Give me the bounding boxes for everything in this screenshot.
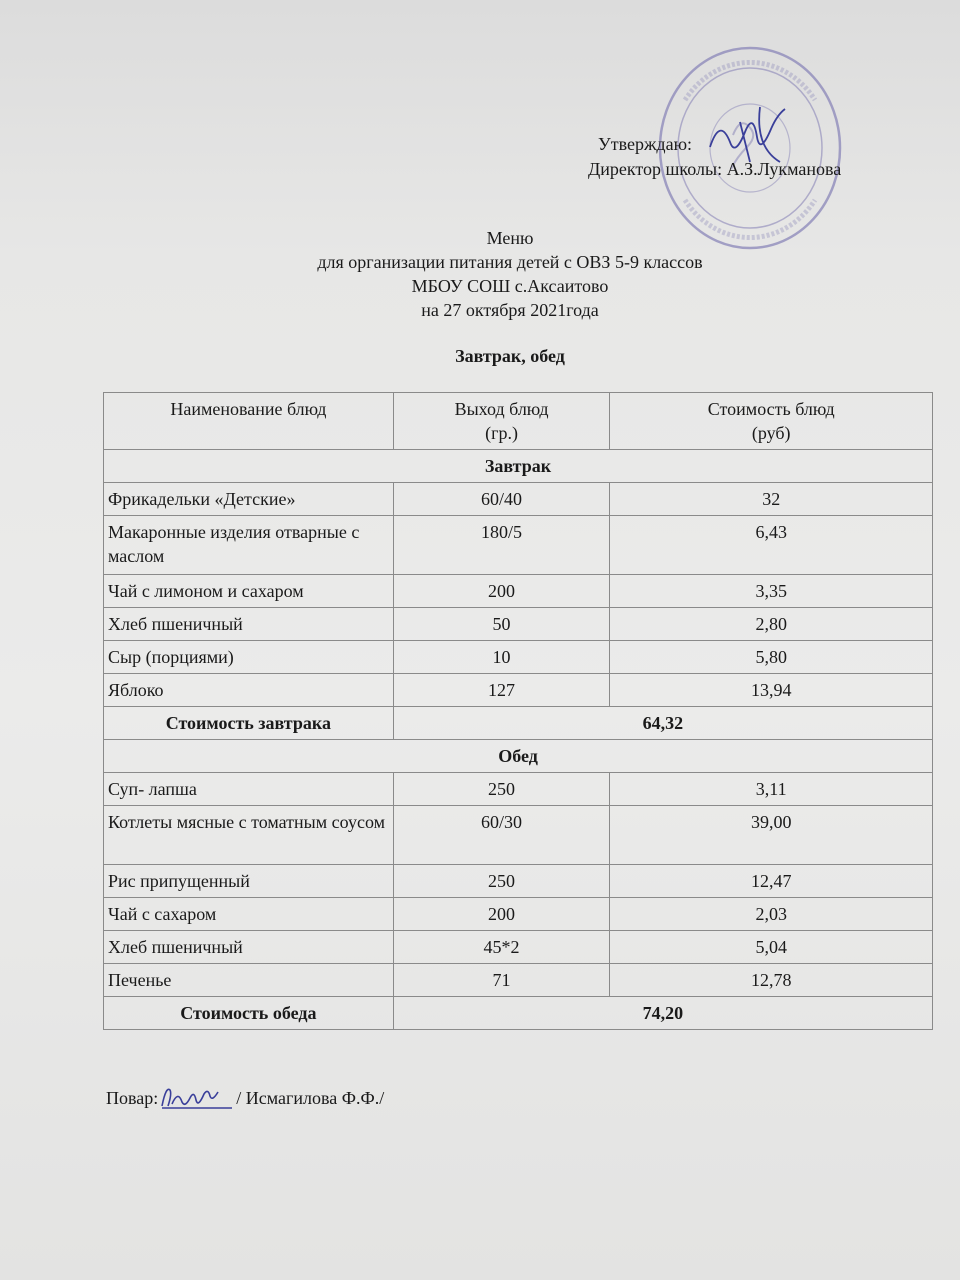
dish-weight: 180/5 bbox=[393, 516, 610, 575]
dish-name: Хлеб пшеничный bbox=[104, 931, 394, 964]
dish-cost: 6,43 bbox=[610, 516, 933, 575]
section-label-breakfast: Завтрак bbox=[104, 450, 933, 483]
dish-weight: 10 bbox=[393, 641, 610, 674]
header-dish-name: Наименование блюд bbox=[104, 393, 394, 450]
dish-name: Яблоко bbox=[104, 674, 394, 707]
approval-director: Директор школы: А.З.Лукманова bbox=[588, 159, 842, 179]
dish-cost: 5,04 bbox=[610, 931, 933, 964]
document-heading bbox=[200, 226, 820, 322]
dish-weight: 127 bbox=[393, 674, 610, 707]
breakfast-total-value: 64,32 bbox=[393, 707, 932, 740]
heading-title: Меню bbox=[486, 228, 534, 248]
table-row bbox=[104, 898, 933, 931]
table-row bbox=[104, 806, 933, 865]
table-row bbox=[104, 608, 933, 641]
meals-subtitle: Завтрак, обед bbox=[455, 346, 565, 366]
table-row bbox=[104, 641, 933, 674]
dish-name: Макаронные изделия отварные с маслом bbox=[104, 516, 394, 575]
approval-block bbox=[588, 132, 918, 182]
dish-name: Хлеб пшеничный bbox=[104, 608, 394, 641]
cook-label: Повар: bbox=[106, 1088, 159, 1108]
dish-cost: 12,78 bbox=[610, 964, 933, 997]
cook-signature-line bbox=[106, 1084, 384, 1110]
dish-cost: 3,35 bbox=[610, 575, 933, 608]
lunch-total-row bbox=[104, 997, 933, 1030]
section-row-lunch bbox=[104, 740, 933, 773]
dish-name: Рис припущенный bbox=[104, 865, 394, 898]
table-row bbox=[104, 865, 933, 898]
table-row bbox=[104, 674, 933, 707]
cook-signature bbox=[158, 1084, 236, 1110]
dish-cost: 3,11 bbox=[610, 773, 933, 806]
breakfast-total-label: Стоимость завтрака bbox=[104, 707, 394, 740]
header-cost: Стоимость блюд (руб) bbox=[610, 393, 933, 450]
dish-name: Чай с лимоном и сахаром bbox=[104, 575, 394, 608]
dish-name: Фрикадельки «Детские» bbox=[104, 483, 394, 516]
approval-title: Утверждаю: bbox=[598, 134, 693, 154]
dish-cost: 2,80 bbox=[610, 608, 933, 641]
dish-cost: 2,03 bbox=[610, 898, 933, 931]
breakfast-total-row bbox=[104, 707, 933, 740]
table-row bbox=[104, 516, 933, 575]
menu-table bbox=[103, 392, 933, 1030]
table-row bbox=[104, 773, 933, 806]
dish-weight: 60/30 bbox=[393, 806, 610, 865]
dish-weight: 45*2 bbox=[393, 931, 610, 964]
heading-school: МБОУ СОШ с.Аксаитово bbox=[411, 276, 609, 296]
dish-weight: 200 bbox=[393, 575, 610, 608]
section-row-breakfast bbox=[104, 450, 933, 483]
dish-cost: 39,00 bbox=[610, 806, 933, 865]
section-label-lunch: Обед bbox=[104, 740, 933, 773]
table-row bbox=[104, 483, 933, 516]
cook-name: / Исмагилова Ф.Ф./ bbox=[236, 1088, 385, 1108]
table-row bbox=[104, 964, 933, 997]
dish-name: Чай с сахаром bbox=[104, 898, 394, 931]
dish-weight: 250 bbox=[393, 773, 610, 806]
heading-date: на 27 октября 2021года bbox=[421, 300, 599, 320]
table-header-row bbox=[104, 393, 933, 450]
lunch-total-label: Стоимость обеда bbox=[104, 997, 394, 1030]
dish-weight: 50 bbox=[393, 608, 610, 641]
dish-name: Сыр (порциями) bbox=[104, 641, 394, 674]
dish-weight: 71 bbox=[393, 964, 610, 997]
heading-purpose: для организации питания детей с ОВЗ 5-9 классов bbox=[317, 252, 703, 272]
dish-cost: 32 bbox=[610, 483, 933, 516]
table-row bbox=[104, 575, 933, 608]
dish-weight: 200 bbox=[393, 898, 610, 931]
header-weight: Выход блюд (гр.) bbox=[393, 393, 610, 450]
dish-weight: 250 bbox=[393, 865, 610, 898]
dish-weight: 60/40 bbox=[393, 483, 610, 516]
dish-cost: 5,80 bbox=[610, 641, 933, 674]
lunch-total-value: 74,20 bbox=[393, 997, 932, 1030]
dish-name: Печенье bbox=[104, 964, 394, 997]
dish-cost: 12,47 bbox=[610, 865, 933, 898]
dish-name: Суп- лапша bbox=[104, 773, 394, 806]
dish-name: Котлеты мясные с томатным соусом bbox=[104, 806, 394, 865]
table-row bbox=[104, 931, 933, 964]
dish-cost: 13,94 bbox=[610, 674, 933, 707]
